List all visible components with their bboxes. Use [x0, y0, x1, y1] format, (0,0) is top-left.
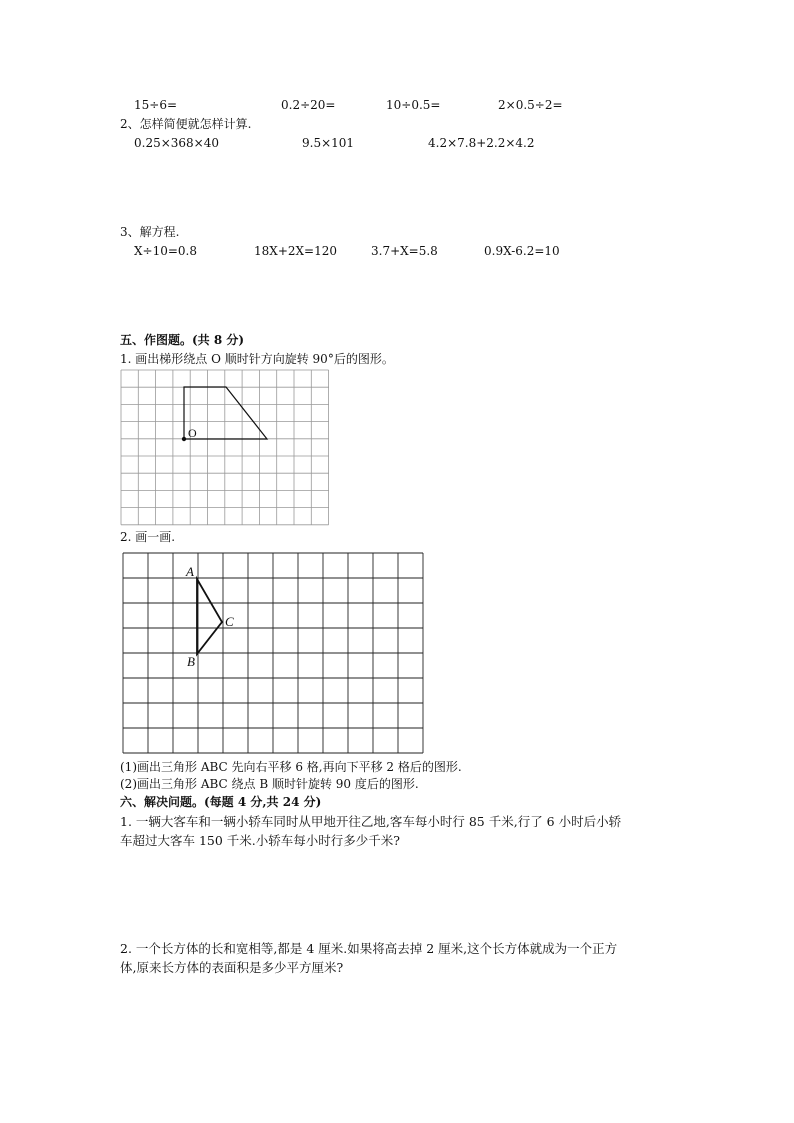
equation-title: 3、解方程. — [120, 225, 180, 239]
point-b-label: B — [187, 654, 195, 669]
drawing-task-1: (1)画出三角形 ABC 先向右平移 6 格,再向下平移 2 格后的图形. — [120, 760, 462, 774]
equation-item-4: 0.9X-6.2=10 — [484, 244, 560, 258]
drawing-question-2: 2. 画一画. — [120, 530, 176, 544]
equation-item-2: 18X+2X=120 — [254, 244, 338, 258]
problem-1-line-1: 1. 一辆大客车和一辆小轿车同时从甲地开往乙地,客车每小时行 85 千米,行了 6 小时后小轿 — [120, 814, 622, 829]
simplify-item-1: 0.25×368×40 — [134, 136, 220, 150]
equation-item-1: X÷10=0.8 — [134, 244, 198, 258]
trapezoid-grid — [120, 369, 332, 527]
drawing-task-2: (2)画出三角形 ABC 绕点 B 顺时针旋转 90 度后的图形. — [120, 777, 419, 791]
simplify-item-2: 9.5×101 — [302, 136, 355, 150]
problem-2-line-2: 体,原来长方体的表面积是多少平方厘米? — [120, 960, 344, 975]
triangle-grid — [122, 552, 424, 754]
section5-title: 五、作图题。(共 8 分) — [120, 333, 245, 347]
triangle-abc — [197, 579, 222, 654]
calc-item-1: 15÷6= — [134, 98, 178, 112]
point-o-dot — [182, 437, 186, 441]
simplify-item-3: 4.2×7.8+2.2×4.2 — [428, 136, 535, 150]
point-a-label: A — [186, 564, 194, 579]
drawing-question-1: 1. 画出梯形绕点 O 顺时针方向旋转 90°后的图形。 — [120, 352, 394, 366]
calc-item-3: 10÷0.5= — [386, 98, 441, 112]
section6-title: 六、解决问题。(每题 4 分,共 24 分) — [120, 795, 322, 809]
problem-1-line-2: 车超过大客车 150 千米.小轿车每小时行多少千米? — [120, 833, 400, 848]
point-c-label: C — [225, 614, 234, 629]
calc-item-4: 2×0.5÷2= — [498, 98, 563, 112]
simplify-title: 2、怎样简便就怎样计算. — [120, 117, 252, 131]
calc-item-2: 0.2÷20= — [281, 98, 336, 112]
problem-2-line-1: 2. 一个长方体的长和宽相等,都是 4 厘米.如果将高去掉 2 厘米,这个长方体就成为一个正方 — [120, 941, 618, 956]
point-o-label: O — [188, 426, 197, 440]
equation-item-3: 3.7+X=5.8 — [371, 244, 438, 258]
